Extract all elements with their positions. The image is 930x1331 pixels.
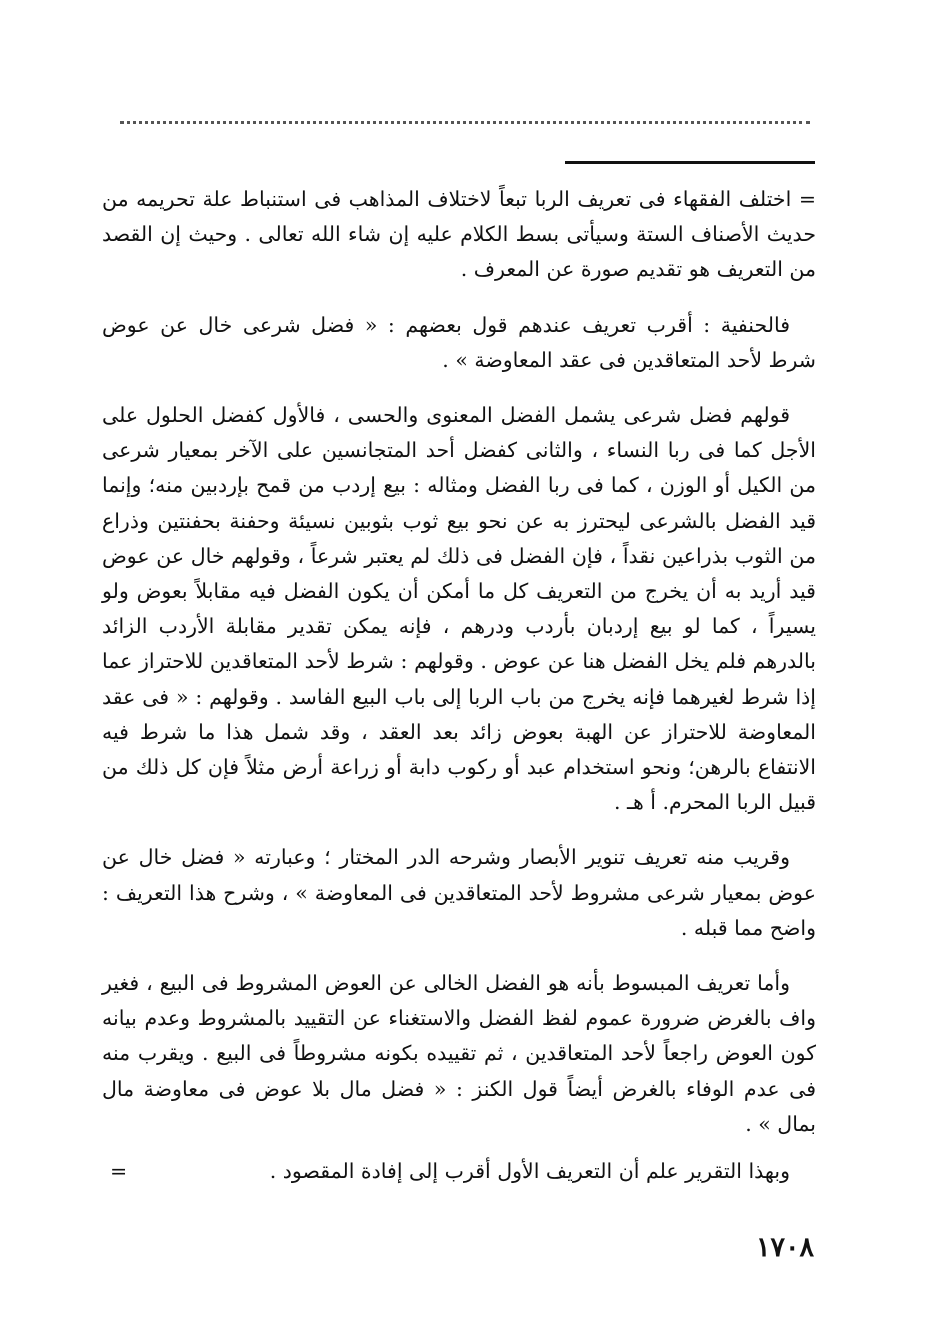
paragraph-1: = اختلف الفقهاء فى تعريف الربا تبعاً لاختلاف المذاهب فى استنباط علة تحريمه من حديث الأصناف الستة وسيأتى بسط الكلام عليه إن شاء الله تعالى . وحيث إن القصد من التعريف هو تقديم صورة عن المعرف . xyxy=(102,187,816,282)
dotted-separator xyxy=(120,121,810,124)
footnote-rule xyxy=(565,161,815,164)
continuation-mark: = xyxy=(110,1159,128,1183)
closing-text: وبهذا التقرير علم أن التعريف الأول أقرب إلى إفادة المقصود . xyxy=(269,1159,790,1183)
paragraph-3: قولهم فضل شرعى يشمل الفضل المعنوى والحسى ، فالأول كفضل الحلول على الأجل كما فى ربا النساء ، والثانى كفضل أحد المتجانسين على الآخر بمعيار شرعى من الكيل أو الوزن ، كما فى ربا الفضل ومثاله : بيع إردب من قمح بإردبين منه؛ وإنما قيد الفضل بالشرعى ليحترز به عن نحو بيع ثوب بثوبين نسيئة وحفنة بحفنتين وذراع من الثوب بذراعين نقداً ، فإن الفضل فى ذلك لم يعتبر شرعاً ، وقولهم خال عن عوض قيد أريد به أن يخرج من التعريف كل ما أمكن أن يكون الفضل فيه مقابلاً بعوض ولو يسيراً ، كما لو بيع إردبان بأردب ودرهم ، فإنه يمكن تقدير مقابلة الأردب الزائد بالدرهم فلم يخل الفضل هنا عن عوض . وقولهم : شرط لأحد المتعاقدين للاحتراز عما إذا شرط لغيرهما فإنه يخرج من باب الربا إلى باب البيع الفاسد . وقولهم : « فى عقد المعاوضة للاحتراز عن الهبة بعوض زائد بعد العقد ، وقد شمل هذا ما شرط فيه الانتفاع بالرهن؛ ونحو استخدام عبد أو ركوب دابة أو زراعة أرض مثلاً فإن كل ذلك من قبيل الربا المحرم. أ هـ . xyxy=(102,403,816,815)
page-number: ١٧٠٨ xyxy=(755,1232,814,1263)
footnote-text xyxy=(102,182,816,1162)
paragraph-4: وقريب منه تعريف تنوير الأبصار وشرحه الدر المختار ؛ وعبارته « فضل خال عن عوض بمعيار شرعى مشروط لأحد المتعاقدين فى المعاوضة » ، وشرح هذا التعريف : واضح مما قبله . xyxy=(102,845,816,940)
paragraph-2: فالحنفية : أقرب تعريف عندهم قول بعضهم : « فضل شرعى خال عن عوض شرط لأحد المتعاقدين فى عقد المعاوضة » . xyxy=(102,312,816,372)
closing-line xyxy=(110,1155,816,1187)
paragraph-5: وأما تعريف المبسوط بأنه هو الفضل الخالى عن العوض المشروط فى البيع ، فغير واف بالغرض ضرورة عموم لفظ الفضل والاستغناء عن التقييد بالمشروط وعدم بيانه كون العوض راجعاً لأحد المتعاقدين ، ثم تقييده بكونه مشروطاً فى البيع . ويقرب منه فى عدم الوفاء بالغرض أيضاً قول الكنز : « فضل مال بلا عوض فى معاوضة مال بمال » . xyxy=(102,971,816,1136)
